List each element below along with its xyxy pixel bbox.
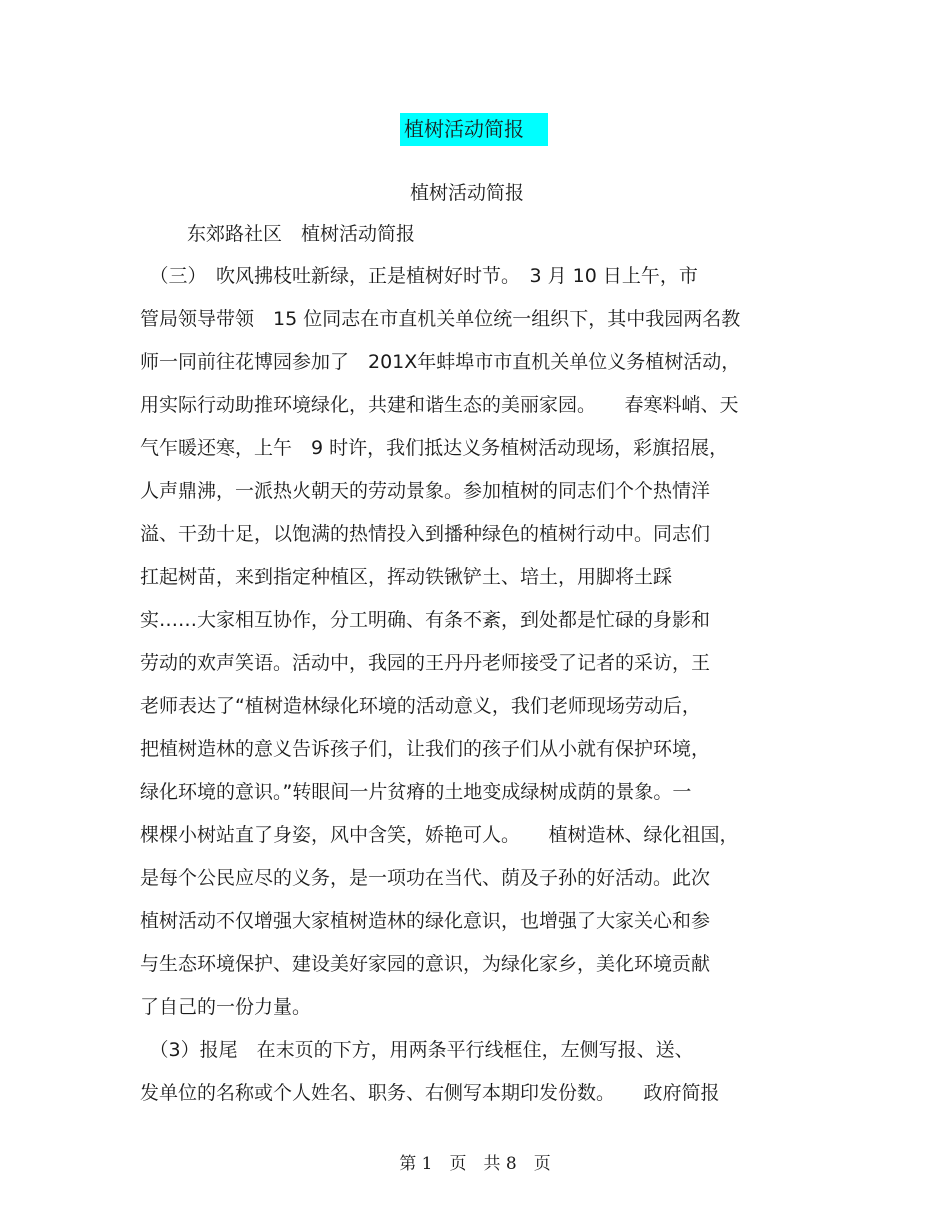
body-line: 扛起树苗，来到指定种植区，挥动铁锹铲土、培土，用脚将土踩	[140, 566, 673, 588]
body-line: 发单位的名称或个人姓名、职务、右侧写本期印发份数。 政府简报	[140, 1082, 720, 1104]
body-line: 管局领导带领 15 位同志在市直机关单位统一组织下，其中我园两名教	[140, 308, 741, 330]
body-line: 用实际行动助推环境绿化，共建和谐生态的美丽家园。 春寒料峭、天	[140, 394, 739, 416]
body-line: 棵棵小树站直了身姿，风中含笑，娇艳可人。 植树造林、绿化祖国，	[140, 824, 739, 846]
body-line: 是每个公民应尽的义务，是一项功在当代、荫及子孙的好活动。此次	[140, 867, 711, 889]
body-line: 植树活动不仅增强大家植树造林的绿化意识，也增强了大家关心和参	[140, 910, 711, 932]
body-line: 绿化环境的意识。”转眼间一片贫瘠的土地变成绿树成荫的景象。一	[140, 781, 692, 803]
body-line: 气乍暖还寒，上午 9 时许，我们抵达义务植树活动现场，彩旗招展，	[140, 437, 729, 459]
body-line: 溢、干劲十足，以饱满的热情投入到播种绿色的植树行动中。同志们	[140, 523, 711, 545]
body-line: 师一同前往花博园参加了 201X年蚌埠市市直机关单位义务植树活动，	[140, 351, 741, 373]
body-line: 劳动的欢声笑语。活动中，我园的王丹丹老师接受了记者的采访，王	[140, 652, 711, 674]
body-line: 了自己的一份力量。	[140, 996, 312, 1018]
document-byline: 东郊路社区 植树活动简报	[187, 223, 416, 245]
body-line: 老师表达了“植树造林绿化环境的活动意义，我们老师现场劳动后，	[140, 695, 701, 717]
body-line: 与生态环境保护、建设美好家园的意识，为绿化家乡，美化环境贡献	[140, 953, 711, 975]
document-subtitle: 植树活动简报	[410, 182, 525, 204]
body-line: 人声鼎沸，一派热火朝天的劳动景象。参加植树的同志们个个热情洋	[140, 480, 711, 502]
body-line: 把植树造林的意义告诉孩子们，让我们的孩子们从小就有保护环境，	[140, 738, 711, 760]
document-title: 植树活动简报	[400, 113, 548, 146]
body-line: 实……大家相互协作，分工明确、有条不紊，到处都是忙碌的身影和	[140, 609, 711, 631]
page-footer: 第 1 页 共 8 页	[399, 1154, 551, 1174]
body-line: （3）报尾 在末页的下方，用两条平行线框住，左侧写报、送、	[140, 1039, 694, 1061]
body-line: （三） 吹风拂枝吐新绿，正是植树好时节。 3 月 10 日上午，市	[140, 265, 698, 287]
